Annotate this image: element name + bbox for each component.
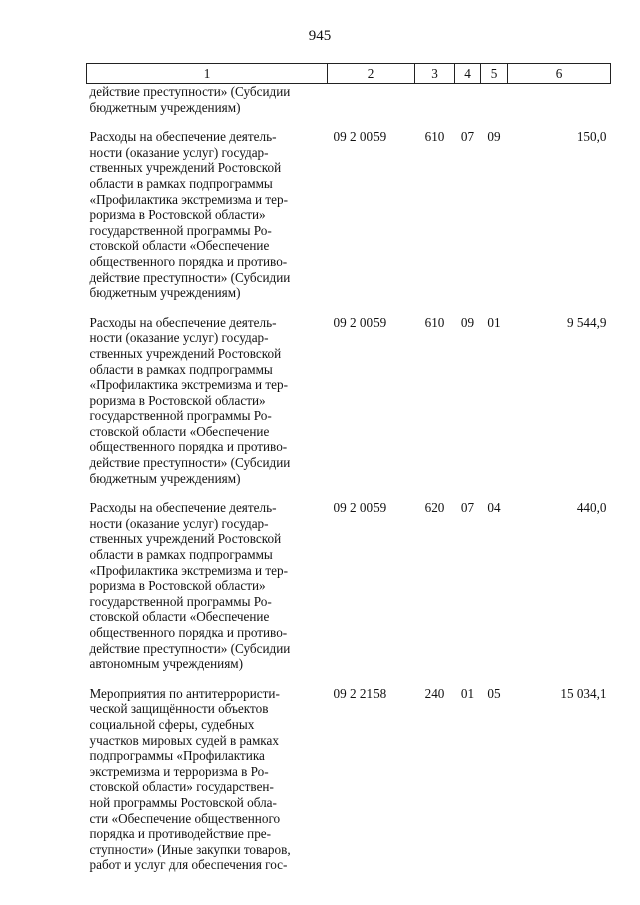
row-amount: 9 544,9 — [566, 314, 607, 330]
table-row — [87, 301, 611, 487]
table-row — [87, 672, 611, 873]
description-line: «Профилактика экстремизма и тер- — [89, 562, 289, 578]
row-rz: 09 — [460, 314, 475, 330]
description-line: «Профилактика экстремизма и тер- — [89, 377, 289, 393]
row-code: 09 2 0059 — [333, 500, 387, 516]
description-line: Мероприятия по антитеррористи- — [89, 685, 280, 701]
header-col-6: 6 — [508, 64, 611, 84]
continuation-description — [87, 84, 328, 116]
description-line: ности (оказание услуг) государ- — [89, 144, 269, 160]
row-amount: 15 034,1 — [560, 685, 607, 701]
continuation-row — [87, 84, 611, 116]
description-line: социальной сферы, судебных — [89, 716, 255, 732]
row-code: 09 2 0059 — [333, 314, 387, 330]
header-row — [87, 64, 611, 84]
header-col-4: 4 — [455, 64, 481, 84]
header-col-2: 2 — [328, 64, 415, 84]
row-amount: 440,0 — [576, 500, 607, 516]
description-line: бюджетным учреждениям) — [89, 99, 241, 115]
description-line: ности (оказание услуг) государ- — [89, 515, 269, 531]
description-line: «Профилактика экстремизма и тер- — [89, 191, 289, 207]
description-line: Расходы на обеспечение деятель- — [89, 129, 277, 145]
page-number: 945 — [308, 28, 332, 44]
description-line: ственных учреждений Ростовской — [89, 345, 282, 361]
row-amount: 150,0 — [576, 129, 607, 145]
description-line: роризма в Ростовской области» — [89, 207, 266, 223]
description-line: ступности» (Иные закупки товаров, — [89, 841, 291, 857]
header-col-5: 5 — [481, 64, 508, 84]
description-line: работ и услуг для обеспечения гос- — [89, 857, 288, 873]
description-line: порядка и противодействие пре- — [89, 826, 272, 842]
row-rz: 01 — [460, 685, 475, 701]
description-line: Расходы на обеспечение деятель- — [89, 314, 277, 330]
description-line: области в рамках подпрограммы — [89, 175, 273, 191]
budget-table — [86, 63, 611, 873]
row-description — [87, 486, 328, 672]
description-line: бюджетным учреждениям) — [89, 470, 241, 486]
row-vr: 610 — [424, 314, 445, 330]
description-line: государственной программы Ро- — [89, 593, 272, 609]
table-row — [87, 486, 611, 672]
row-rz: 07 — [460, 500, 475, 516]
description-line: ности (оказание услуг) государ- — [89, 330, 269, 346]
description-line: общественного порядка и противо- — [89, 439, 288, 455]
row-code: 09 2 2158 — [333, 685, 387, 701]
description-line: действие преступности» (Субсидии — [89, 455, 291, 471]
description-line: государственной программы Ро- — [89, 222, 272, 238]
row-pr: 05 — [487, 685, 501, 701]
description-line: общественного порядка и противо- — [89, 253, 288, 269]
row-vr: 610 — [424, 129, 445, 145]
description-line: участков мировых судей в рамках — [89, 732, 279, 748]
table-row — [87, 115, 611, 301]
description-line: роризма в Ростовской области» — [89, 578, 266, 594]
description-line: стовской области «Обеспечение — [89, 423, 270, 439]
description-line: ственных учреждений Ростовской — [89, 531, 282, 547]
description-line: сти «Обеспечение общественного — [89, 810, 281, 826]
row-vr: 620 — [424, 500, 445, 516]
description-line: ной программы Ростовской обла- — [89, 794, 277, 810]
description-line: действие преступности» (Субсидии — [89, 640, 291, 656]
row-description — [87, 301, 328, 487]
description-line: стовской области» государствен- — [89, 779, 274, 795]
header-col-1: 1 — [87, 64, 328, 84]
row-vr: 240 — [424, 685, 445, 701]
description-line: экстремизма и терроризма в Ро- — [89, 763, 269, 779]
row-pr: 09 — [487, 129, 501, 145]
description-line: стовской области «Обеспечение — [89, 238, 270, 254]
description-line: подпрограммы «Профилактика — [89, 748, 265, 764]
description-line: государственной программы Ро- — [89, 408, 272, 424]
description-line: стовской области «Обеспечение — [89, 609, 270, 625]
row-code: 09 2 0059 — [333, 129, 387, 145]
description-line: области в рамках подпрограммы — [89, 547, 273, 563]
description-line: общественного порядка и противо- — [89, 625, 288, 640]
description-line: ственных учреждений Ростовской — [89, 160, 282, 176]
row-description — [87, 672, 328, 873]
description-line: действие преступности» (Субсидии — [89, 84, 291, 99]
row-pr: 01 — [487, 314, 501, 330]
description-line: ческой защищённости объектов — [89, 701, 269, 717]
row-rz: 07 — [460, 129, 475, 145]
description-line: бюджетным учреждениям) — [89, 285, 241, 301]
row-description — [87, 115, 328, 301]
description-line: роризма в Ростовской области» — [89, 392, 266, 408]
description-line: действие преступности» (Субсидии — [89, 269, 291, 285]
description-line: автономным учреждениям) — [89, 656, 244, 672]
header-col-3: 3 — [415, 64, 455, 84]
row-pr: 04 — [487, 500, 501, 516]
description-line: Расходы на обеспечение деятель- — [89, 500, 277, 516]
description-line: области в рамках подпрограммы — [89, 361, 273, 377]
